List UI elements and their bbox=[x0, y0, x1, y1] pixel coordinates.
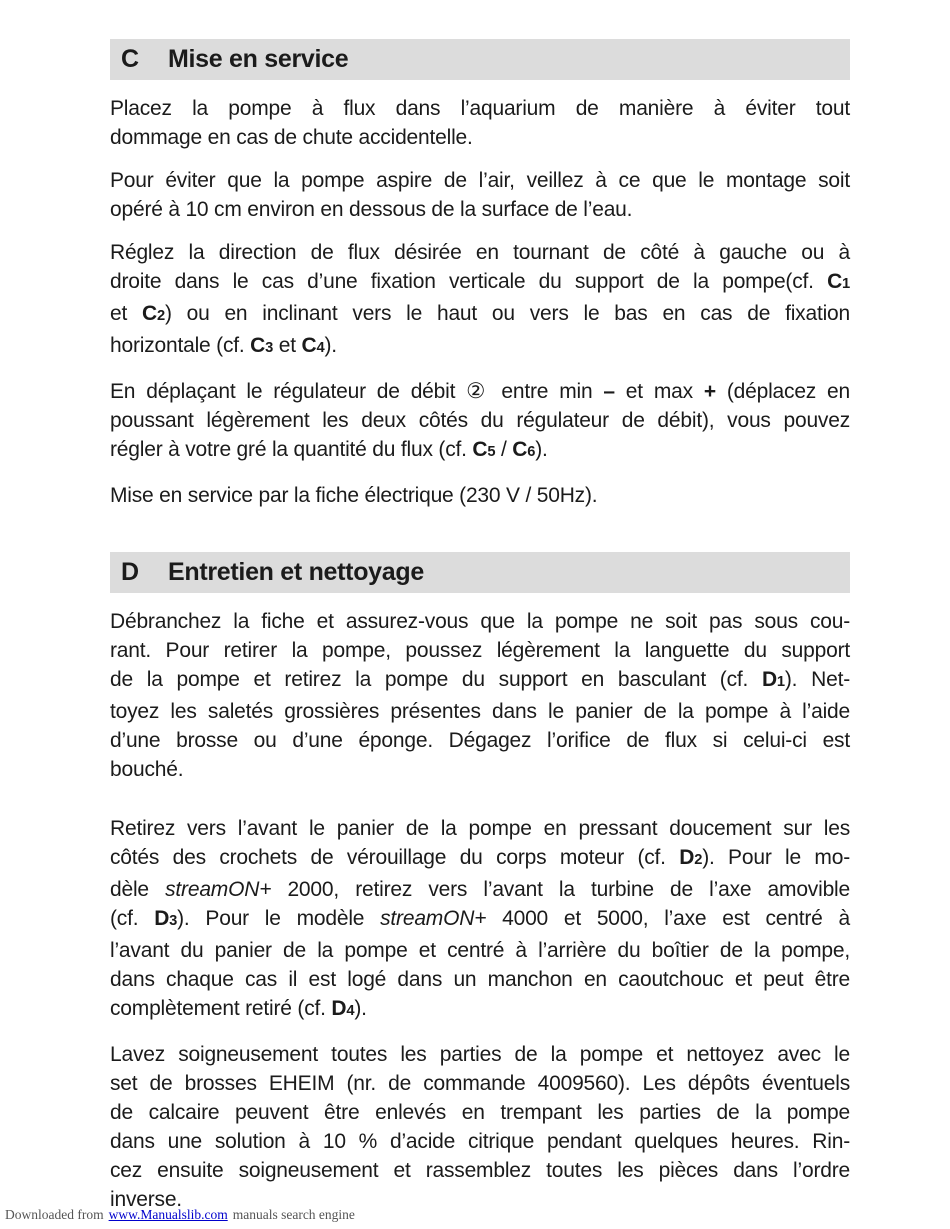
text-line: dans chaque cas il est logé dans un manchon en caoutchouc et peut être bbox=[110, 968, 850, 991]
text-line: toyez les saletés grossières présentes dans le panier de la pompe à l’aide bbox=[110, 700, 850, 723]
section-letter: D bbox=[121, 558, 139, 586]
text-line: d’une brosse ou d’une éponge. Dégagez l’orifice de flux si celui-ci est bbox=[110, 729, 850, 752]
text-line: Lavez soigneusement toutes les parties de la pompe et nettoyez avec le bbox=[110, 1043, 850, 1066]
paragraph bbox=[110, 166, 850, 224]
section-letter: C bbox=[121, 45, 139, 73]
section-title: Entretien et nettoyage bbox=[168, 558, 424, 586]
section-C bbox=[110, 39, 850, 510]
text-line: de calcaire peuvent être enlevés en trempant les parties de la pompe bbox=[110, 1101, 850, 1124]
paragraph bbox=[110, 377, 850, 467]
text-line: droite dans le cas d’une fixation verticale du support de la pompe(cf. C1 bbox=[110, 270, 850, 293]
text-line: bouché. bbox=[110, 758, 184, 781]
footer-suffix: manuals search engine bbox=[232, 1207, 355, 1222]
text-line: dommage en cas de chute accidentelle. bbox=[110, 126, 473, 149]
text-line: Retirez vers l’avant le panier de la pompe en pressant doucement sur les bbox=[110, 817, 850, 840]
paragraph bbox=[110, 481, 850, 510]
text-line: inverse. bbox=[110, 1188, 182, 1211]
text-line: l’avant du panier de la pompe et centré à l’arrière du boîtier de la pompe, bbox=[110, 939, 850, 962]
paragraph bbox=[110, 814, 850, 1026]
text-line: dans une solution à 10 % d’acide citrique pendant quelques heures. Rin- bbox=[110, 1130, 850, 1153]
paragraph bbox=[110, 94, 850, 152]
text-line: horizontale (cf. C3 et C4). bbox=[110, 334, 337, 357]
text-line: En déplaçant le régulateur de débit ② entre min – et max + (déplacez en bbox=[110, 379, 850, 403]
text-line: Réglez la direction de flux désirée en tournant de côté à gauche ou à bbox=[110, 241, 850, 264]
text-line: set de brosses EHEIM (nr. de commande 4009560). Les dépôts éventuels bbox=[110, 1072, 850, 1095]
text-line: dèle streamON+ 2000, retirez vers l’avant la turbine de l’axe amovible bbox=[110, 878, 850, 901]
text-line: régler à votre gré la quantité du flux (cf. C5 / C6). bbox=[110, 438, 548, 461]
manualslib-footer bbox=[5, 1207, 355, 1223]
paragraph bbox=[110, 238, 850, 363]
paragraph bbox=[110, 607, 850, 784]
text-line: poussant légèrement les deux côtés du régulateur de débit), vous pouvez bbox=[110, 409, 850, 432]
manualslib-link[interactable]: www.Manualslib.com bbox=[108, 1207, 228, 1222]
paragraph bbox=[110, 1040, 850, 1214]
section-header-bar bbox=[110, 552, 850, 593]
text-line: rant. Pour retirer la pompe, poussez légèrement la languette du support bbox=[110, 639, 850, 662]
text-line: de la pompe et retirez la pompe du support en basculant (cf. D1). Net- bbox=[110, 668, 850, 691]
text-line: Placez la pompe à flux dans l’aquarium de manière à éviter tout bbox=[110, 97, 850, 120]
footer-prefix: Downloaded from bbox=[5, 1207, 104, 1222]
text-line: complètement retiré (cf. D4). bbox=[110, 997, 367, 1020]
text-line: Pour éviter que la pompe aspire de l’air, veillez à ce que le montage soit bbox=[110, 169, 850, 192]
text-line: (cf. D3). Pour le modèle streamON+ 4000 et 5000, l’axe est centré à bbox=[110, 907, 850, 930]
text-line: opéré à 10 cm environ en dessous de la surface de l’eau. bbox=[110, 198, 633, 221]
text-line: Mise en service par la fiche électrique (230 V / 50Hz). bbox=[110, 484, 598, 507]
section-header-bar bbox=[110, 39, 850, 80]
section-title: Mise en service bbox=[168, 45, 349, 73]
text-line: côtés des crochets de vérouillage du corps moteur (cf. D2). Pour le mo- bbox=[110, 846, 850, 869]
text-line: cez ensuite soigneusement et rassemblez toutes les pièces dans l’ordre bbox=[110, 1159, 850, 1182]
section-D bbox=[110, 552, 850, 1214]
text-line: et C2) ou en inclinant vers le haut ou vers le bas en cas de fixation bbox=[110, 302, 851, 325]
text-line: Débranchez la fiche et assurez-vous que la pompe ne soit pas sous cou- bbox=[110, 610, 850, 633]
